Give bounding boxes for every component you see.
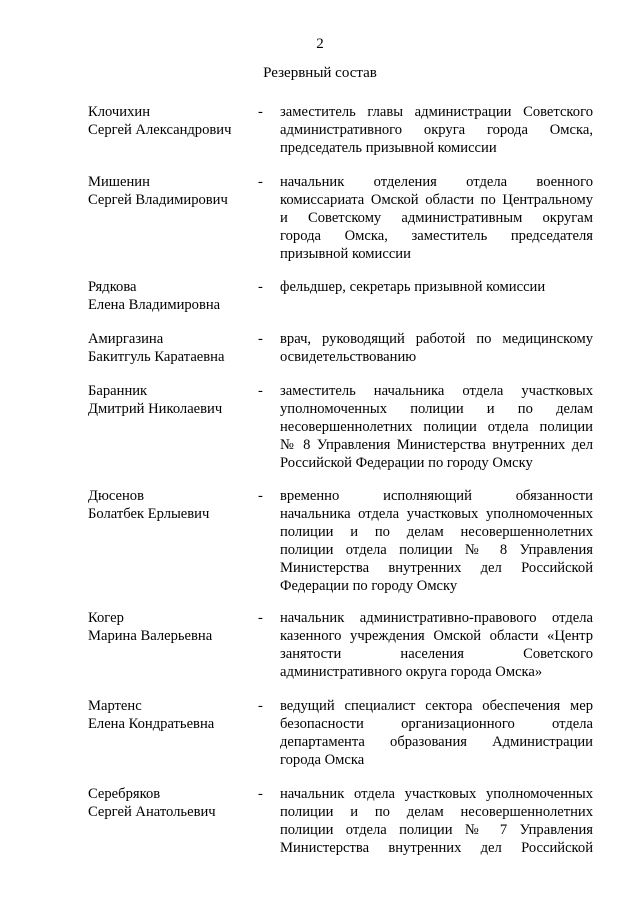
role-line: безопасности организационного отдела — [280, 716, 593, 732]
member-given-names: Сергей Анатольевич — [88, 804, 216, 820]
dash-separator: - — [258, 610, 263, 626]
member-given-names: Сергей Владимирович — [88, 192, 228, 208]
role-line: заместитель начальника отдела участковых — [280, 383, 593, 399]
member-surname: Дюсенов — [88, 488, 144, 504]
member-role — [280, 278, 593, 296]
role-line: полиции и по делам несовершеннолетних — [280, 524, 593, 540]
dash-separator: - — [258, 331, 263, 347]
role-line: занятости населения Советского — [280, 646, 593, 662]
member-surname: Рядкова — [88, 279, 137, 295]
role-line: временно исполняющий обязанности — [280, 488, 593, 504]
role-line: города Омска — [280, 752, 365, 768]
role-line: заместитель главы администрации Советского — [280, 104, 593, 120]
member-role — [280, 697, 593, 769]
member-given-names: Болатбек Ерлыевич — [88, 506, 210, 522]
member-role — [280, 609, 593, 681]
member-name — [88, 487, 253, 523]
role-line: и Советскому административным округам — [280, 210, 593, 226]
role-line: призывной комиссии — [280, 246, 411, 262]
dash-separator: - — [258, 698, 263, 714]
member-name — [88, 609, 253, 645]
role-line: врач, руководящий работой по медицинскому — [280, 331, 593, 347]
role-line: казенного учреждения Омской области «Центр — [280, 628, 593, 644]
member-role — [280, 173, 593, 263]
role-line: фельдшер, секретарь призывной комиссии — [280, 279, 546, 295]
member-surname: Амиргазина — [88, 331, 164, 347]
section-title: Резервный состав — [263, 65, 377, 81]
member-name — [88, 278, 253, 314]
member-role — [280, 487, 593, 595]
dash-separator: - — [258, 174, 263, 190]
member-name — [88, 173, 253, 209]
member-name — [88, 785, 253, 821]
role-line: № 8 Управления Министерства внутренних дел — [280, 437, 593, 453]
role-line: уполномоченных полиции и по делам — [280, 401, 593, 417]
role-line: освидетельствованию — [280, 349, 417, 365]
role-line: несовершеннолетних полиции отдела полиции — [280, 419, 593, 435]
member-name — [88, 382, 253, 418]
role-line: Министерства внутренних дел Российской — [280, 840, 593, 856]
member-name — [88, 697, 253, 733]
member-surname: Мартенс — [88, 698, 142, 714]
dash-separator: - — [258, 279, 263, 295]
member-surname: Когер — [88, 610, 124, 626]
member-role — [280, 382, 593, 472]
page-number: 2 — [316, 36, 324, 52]
role-line: начальник административно-правового отдела — [280, 610, 593, 626]
dash-separator: - — [258, 104, 263, 120]
member-role — [280, 785, 593, 857]
role-line: полиции отдела полиции № 7 Управления — [280, 822, 593, 838]
member-role — [280, 103, 593, 157]
dash-separator: - — [258, 383, 263, 399]
role-line: Российской Федерации по городу Омску — [280, 455, 533, 471]
member-given-names: Сергей Александрович — [88, 122, 232, 138]
role-line: начальник отделения отдела военного — [280, 174, 593, 190]
role-line: начальник отдела участковых уполномоченных — [280, 786, 593, 802]
member-given-names: Марина Валерьевна — [88, 628, 213, 644]
role-line: ведущий специалист сектора обеспечения мер — [280, 698, 593, 714]
member-surname: Клочихин — [88, 104, 151, 120]
member-surname: Баранник — [88, 383, 148, 399]
member-given-names: Дмитрий Николаевич — [88, 401, 223, 417]
role-line: начальника отдела участковых уполномоченных — [280, 506, 593, 522]
dash-separator: - — [258, 786, 263, 802]
member-surname: Мишенин — [88, 174, 150, 190]
role-line: полиции и по делам несовершеннолетних — [280, 804, 593, 820]
member-given-names: Елена Владимировна — [88, 297, 221, 313]
role-line: Федерации по городу Омску — [280, 578, 458, 594]
member-given-names: Бакитгуль Каратаевна — [88, 349, 225, 365]
dash-separator: - — [258, 488, 263, 504]
role-line: департамента образования Администрации — [280, 734, 593, 750]
member-name — [88, 103, 253, 139]
role-line: административного округа города Омска» — [280, 664, 543, 680]
role-line: Министерства внутренних дел Российской — [280, 560, 593, 576]
member-given-names: Елена Кондратьевна — [88, 716, 215, 732]
member-role — [280, 330, 593, 366]
role-line: административного округа города Омска, — [280, 122, 593, 138]
role-line: полиции отдела полиции № 8 Управления — [280, 542, 593, 558]
member-surname: Серебряков — [88, 786, 161, 802]
role-line: председатель призывной комиссии — [280, 140, 497, 156]
member-name — [88, 330, 253, 366]
role-line: города Омска, заместитель председателя — [280, 228, 593, 244]
role-line: комиссариата Омской области по Центральному — [280, 192, 593, 208]
